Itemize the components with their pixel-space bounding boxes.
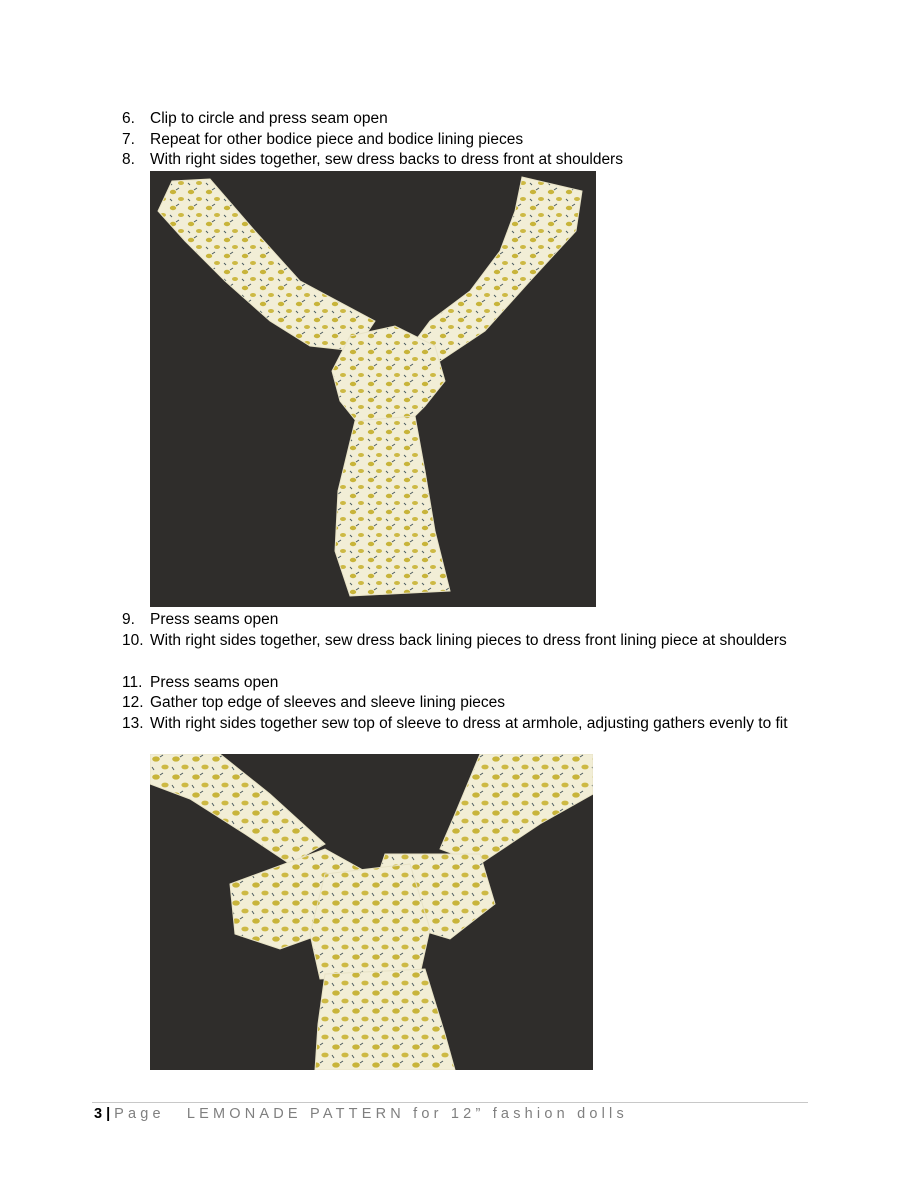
photo-dress-shoulders-sewn (150, 171, 596, 607)
photo-sleeves-attached (150, 754, 593, 1070)
step-8 (122, 150, 822, 171)
step-number: 10. (122, 632, 144, 649)
step-number: 9. (122, 611, 135, 628)
step-7 (122, 130, 822, 151)
footer-divider (92, 1102, 808, 1103)
footer-separator: | (106, 1106, 111, 1122)
page-number: 3 (94, 1106, 103, 1122)
step-text: Gather top edge of sleeves and sleeve lining pieces (150, 694, 506, 711)
step-12 (122, 693, 822, 714)
step-text: Press seams open (150, 674, 279, 691)
step-number: 12. (122, 694, 144, 711)
step-number: 13. (122, 715, 144, 732)
step-number: 7. (122, 131, 135, 148)
step-9 (122, 610, 822, 631)
page-footer (94, 1106, 628, 1122)
page-label: Page (114, 1106, 165, 1122)
document-title: LEMONADE PATTERN for 12” fashion dolls (186, 1106, 628, 1122)
step-6 (122, 109, 822, 130)
step-text: With right sides together, sew dress back lining pieces to dress front lining piece at shoulders (150, 632, 787, 649)
step-13 (122, 714, 822, 735)
step-number: 6. (122, 110, 135, 127)
step-text: With right sides together, sew dress backs to dress front at shoulders (150, 151, 623, 168)
step-10 (122, 631, 822, 652)
step-number: 8. (122, 151, 135, 168)
step-text: Repeat for other bodice piece and bodice lining pieces (150, 131, 524, 148)
step-number: 11. (122, 674, 143, 691)
step-text: With right sides together sew top of sleeve to dress at armhole, adjusting gathers evenly to fit (150, 715, 788, 732)
step-text: Clip to circle and press seam open (150, 110, 388, 127)
step-11 (122, 673, 822, 694)
step-text: Press seams open (150, 611, 279, 628)
